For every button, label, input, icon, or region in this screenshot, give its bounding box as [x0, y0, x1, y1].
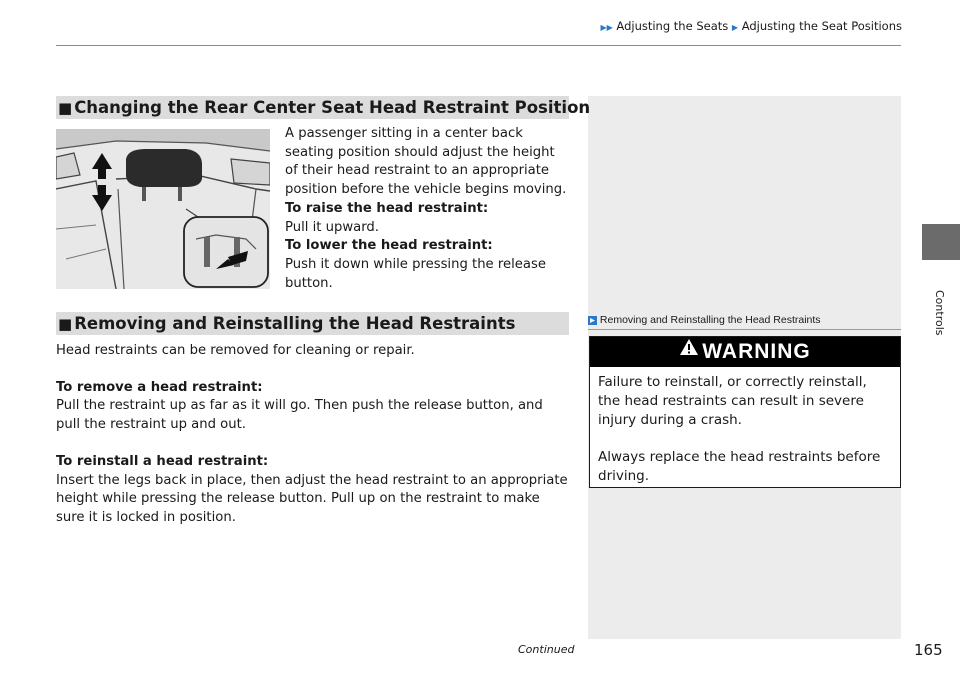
lower-heading: To lower the head restraint: [285, 238, 493, 254]
section1-intro: A passenger sitting in a center back seating position should adjust the height of their head restraint to an appropriate position before the vehicle begins moving. [285, 126, 567, 198]
section2-text [56, 342, 571, 528]
continued-label: Continued [518, 643, 575, 656]
page-number: 165 [914, 641, 943, 659]
side-note-heading [588, 314, 901, 326]
note-icon [588, 314, 600, 326]
section-heading [56, 96, 591, 119]
raise-text: Pull it upward. [285, 219, 379, 235]
breadcrumb-current[interactable]: Adjusting the Seat Positions [741, 19, 902, 33]
chapter-label [932, 290, 946, 350]
breadcrumb [600, 19, 902, 33]
triangle-right-icon: ▶ [731, 23, 739, 32]
side-note-divider [588, 329, 901, 330]
chapter-label-text: Controls [933, 290, 946, 336]
chapter-tab[interactable] [922, 224, 960, 260]
reinstall-text: Insert the legs back in place, then adjust the head restraint to an appropriate height while pressing the release button. Pull up on the restraint to make sure it is locked in position. [56, 472, 568, 525]
black-square-icon: ■ [58, 99, 73, 117]
header-divider [56, 45, 901, 46]
warning-text: Always replace the head restraints before driving. [598, 449, 881, 484]
breadcrumb-parent[interactable]: Adjusting the Seats [616, 19, 729, 33]
section-title: Removing and Reinstalling the Head Restraints [74, 314, 516, 333]
warning-body [590, 367, 900, 486]
side-note-title: Removing and Reinstalling the Head Restraints [599, 314, 821, 326]
raise-heading: To raise the head restraint: [285, 200, 489, 216]
remove-text: Pull the restraint up as far as it will go. Then push the release button, and pull the restraint up and out. [56, 398, 543, 433]
section-title: Changing the Rear Center Seat Head Restraint Position [74, 98, 591, 117]
section2-intro: Head restraints can be removed for cleaning or repair. [56, 343, 415, 358]
reinstall-heading: To reinstall a head restraint: [56, 453, 269, 469]
head-restraint-illustration [56, 129, 270, 289]
section-heading [56, 312, 569, 335]
remove-heading: To remove a head restraint: [56, 379, 263, 395]
warning-header [590, 337, 900, 367]
section1-text [285, 125, 571, 293]
lower-text: Push it down while pressing the release button. [285, 256, 546, 291]
black-square-icon: ■ [58, 315, 73, 333]
warning-triangle-icon [679, 335, 699, 365]
warning-box [589, 336, 901, 488]
triangle-right-icon: ▶▶ [600, 23, 613, 32]
warning-text: Failure to reinstall, or correctly reinstall, the head restraints can result in severe injury during a crash. [598, 374, 867, 428]
warning-label: WARNING [702, 340, 811, 363]
